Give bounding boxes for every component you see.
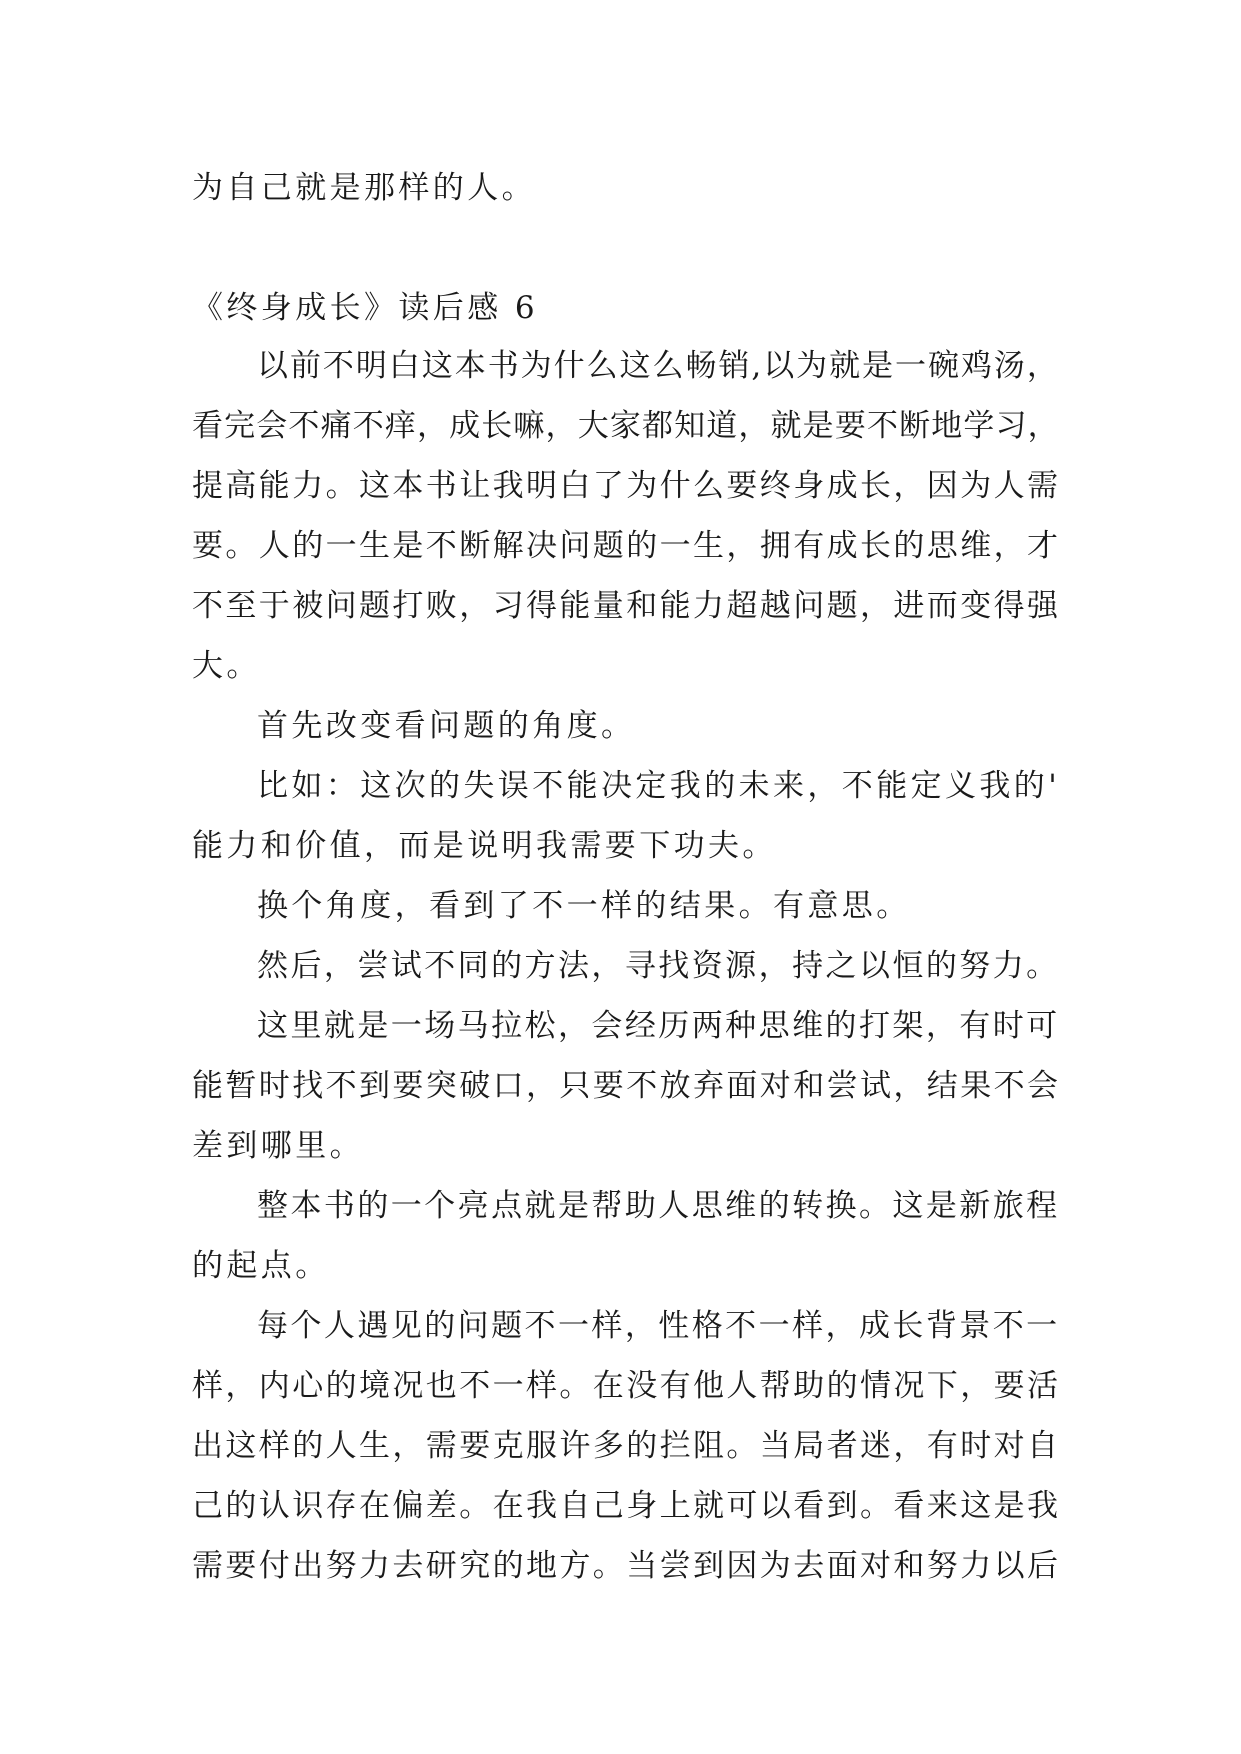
paragraph-line: 需要付出努力去研究的地方。当尝到因为去面对和努力以后 — [192, 1548, 1061, 1584]
paragraph-line: 换个角度，看到了不一样的结果。有意思。 — [257, 888, 911, 924]
paragraph-line: 出这样的人生，需要克服许多的拦阻。当局者迷，有时对自 — [192, 1428, 1061, 1464]
paragraph-line: 要。人的一生是不断解决问题的一生，拥有成长的思维，才 — [192, 528, 1061, 564]
paragraph-line: 样，内心的境况也不一样。在没有他人帮助的情况下，要活 — [192, 1368, 1061, 1404]
paragraph-line: 能力和价值，而是说明我需要下功夫。 — [192, 828, 777, 864]
section-heading: 《终身成长》读后感 6 — [192, 290, 538, 326]
paragraph-line: 看完会不痛不痒，成长嘛，大家都知道，就是要不断地学习， — [192, 408, 1060, 444]
paragraph-line: 己的认识存在偏差。在我自己身上就可以看到。看来这是我 — [192, 1488, 1061, 1524]
paragraph-line: 不至于被问题打败，习得能量和能力超越问题，进而变得强 — [192, 588, 1061, 624]
paragraph-line: 整本书的一个亮点就是帮助人思维的转换。这是新旅程 — [257, 1188, 1060, 1224]
paragraph-line: 的起点。 — [192, 1248, 330, 1284]
paragraph-line: 这里就是一场马拉松，会经历两种思维的打架，有时可 — [257, 1008, 1060, 1044]
paragraph-line: 差到哪里。 — [192, 1128, 364, 1164]
paragraph-line: 首先改变看问题的角度。 — [257, 708, 636, 744]
paragraph-line: 然后，尝试不同的方法，寻找资源，持之以恒的努力。 — [257, 948, 1060, 984]
paragraph-line: 提高能力。这本书让我明白了为什么要终身成长，因为人需 — [192, 468, 1061, 504]
paragraph-line: 以前不明白这本书为什么这么畅销,以为就是一碗鸡汤， — [257, 348, 1060, 384]
text-line: 为自己就是那样的人。 — [192, 170, 536, 206]
paragraph-line: 比如：这次的失误不能决定我的未来，不能定义我的' — [257, 768, 1061, 804]
paragraph-line: 能暂时找不到要突破口，只要不放弃面对和尝试，结果不会 — [192, 1068, 1061, 1104]
paragraph-line: 每个人遇见的问题不一样，性格不一样，成长背景不一 — [257, 1308, 1060, 1344]
paragraph-line: 大。 — [192, 648, 261, 684]
